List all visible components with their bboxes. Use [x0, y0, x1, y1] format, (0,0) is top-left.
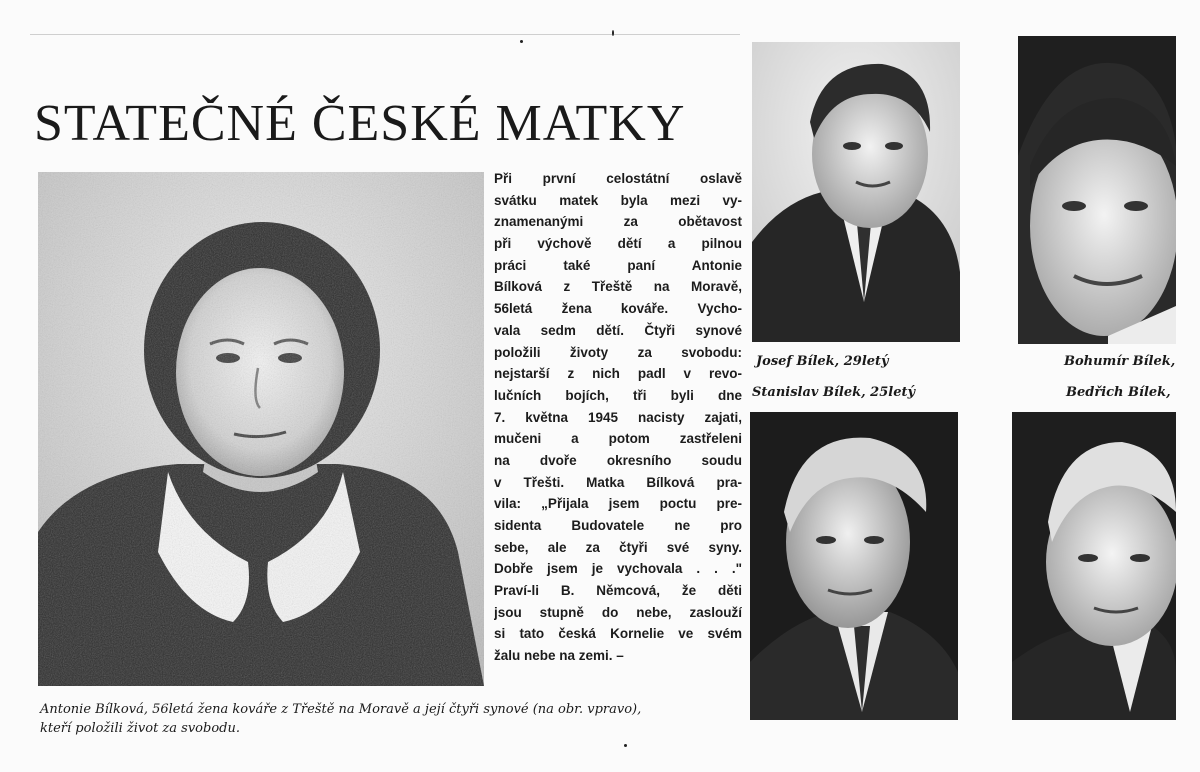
son-bedrich-photo — [1012, 412, 1176, 720]
article-line: položili životy za svobodu: — [494, 344, 742, 360]
article-line: Při první celostátní oslavě — [494, 171, 742, 186]
article-line: 56letá žena kováře. Vycho- — [494, 301, 742, 317]
main-photo-caption — [40, 700, 740, 738]
caption-stanislav: Stanislav Bílek, 25letý — [752, 385, 916, 400]
article-line: Bílková z Třeště na Moravě, — [494, 279, 742, 295]
son-stanislav-photo — [750, 412, 958, 720]
article-line: znamenanými za obětavost — [494, 214, 742, 230]
article-line: vila: „Přijala jsem poctu pre- — [494, 496, 742, 512]
print-speck — [520, 40, 523, 43]
article-line: Praví-li B. Němcová, že děti — [494, 583, 742, 599]
article-text — [494, 168, 742, 667]
mother-portrait-photo — [38, 172, 484, 686]
article-line: 7. května 1945 nacisty zajati, — [494, 409, 742, 425]
son-josef-photo — [752, 42, 960, 342]
caption-bohumir: Bohumír Bílek, — [1064, 354, 1176, 369]
caption-line: Antonie Bílková, 56letá žena kováře z Třeště na Moravě a její čtyři synové (na obr. vpravo), — [40, 702, 642, 717]
article-line: práci také paní Antonie — [494, 257, 742, 273]
print-speck — [612, 30, 614, 36]
caption-bedrich: Bedřich Bílek, — [1066, 385, 1171, 400]
article-line: svátku matek byla mezi vy- — [494, 192, 742, 208]
article-line: na dvoře okresního soudu — [494, 452, 742, 468]
article-line: žalu nebe na zemi. – — [494, 648, 624, 664]
caption-josef: Josef Bílek, 29letý — [756, 354, 889, 369]
top-rule — [30, 34, 740, 35]
article-line: mučeni a potom zastřeleni — [494, 431, 742, 447]
article-line: Dobře jsem je vychovala . . ." — [494, 561, 742, 577]
article-line: v Třešti. Matka Bílková pra- — [494, 474, 742, 490]
article-line: sebe, ale za čtyři své syny. — [494, 539, 742, 555]
article-line: jsou stupně do nebe, zaslouží — [494, 604, 742, 620]
article-line: sidenta Budovatele ne pro — [494, 518, 742, 533]
headline: STATEČNÉ ČESKÉ MATKY — [34, 95, 686, 152]
son-bohumir-photo — [1018, 36, 1176, 344]
print-speck — [624, 744, 627, 747]
article-line: nejstarší z nich padl v revo- — [494, 366, 742, 382]
caption-line: kteří položili život za svobodu. — [40, 721, 240, 736]
article-line: vala sedm dětí. Čtyři synové — [494, 322, 742, 338]
article-line: lučních bojích, tři byli dne — [494, 387, 742, 403]
article-line: při výchově dětí a pilnou — [494, 236, 742, 252]
article-line: si tato česká Kornelie ve svém — [494, 626, 742, 642]
